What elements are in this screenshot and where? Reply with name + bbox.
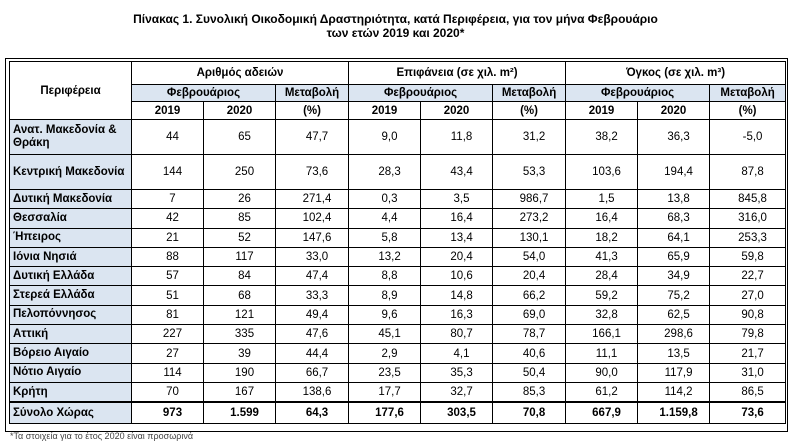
- value-cell: 80,7: [421, 325, 493, 344]
- change-unit-header: (%): [710, 102, 786, 120]
- value-cell: 250: [204, 155, 276, 190]
- change-unit-header: (%): [276, 102, 349, 120]
- year-header: 2020: [204, 102, 276, 120]
- value-cell: 32,7: [421, 382, 493, 402]
- value-cell: 7: [132, 190, 204, 209]
- region-name: Δυτική Μακεδονία: [10, 190, 132, 209]
- value-cell: 86,5: [710, 382, 786, 402]
- region-name: Στερεά Ελλάδα: [10, 286, 132, 305]
- region-name: Σύνολο Χώρας: [10, 402, 132, 424]
- value-cell: 47,4: [276, 267, 349, 286]
- value-cell: 102,4: [276, 209, 349, 228]
- value-cell: 73,6: [276, 155, 349, 190]
- value-cell: 59,2: [566, 286, 638, 305]
- value-cell: 28,3: [349, 155, 421, 190]
- value-cell: 114: [132, 363, 204, 382]
- region-name: Ανατ. Μακεδονία & Θράκη: [10, 120, 132, 155]
- year-header: 2020: [421, 102, 493, 120]
- total-row: [10, 402, 786, 424]
- change-header: Μεταβολή: [276, 85, 349, 102]
- year-header: 2019: [566, 102, 638, 120]
- value-cell: 64,1: [638, 228, 710, 247]
- value-cell: 45,1: [349, 325, 421, 344]
- region-name: Πελοπόννησος: [10, 305, 132, 324]
- region-name: Ήπειρος: [10, 228, 132, 247]
- table-row: [10, 209, 786, 228]
- value-cell: 54,0: [493, 247, 566, 266]
- value-cell: 298,6: [638, 325, 710, 344]
- value-cell: 23,5: [349, 363, 421, 382]
- table-row: [10, 247, 786, 266]
- table-row: [10, 325, 786, 344]
- value-cell: 70,8: [493, 402, 566, 424]
- value-cell: 75,2: [638, 286, 710, 305]
- title-line-1: Πίνακας 1. Συνολική Οικοδομική Δραστηριότητα, κατά Περιφέρεια, για τον μήνα Φεβρουάριο: [133, 12, 658, 26]
- value-cell: 70: [132, 382, 204, 402]
- value-cell: 85: [204, 209, 276, 228]
- value-cell: 271,4: [276, 190, 349, 209]
- table-row: [10, 344, 786, 363]
- value-cell: 121: [204, 305, 276, 324]
- value-cell: 20,4: [421, 247, 493, 266]
- change-header: Μεταβολή: [710, 85, 786, 102]
- value-cell: 9,0: [349, 120, 421, 155]
- value-cell: 81: [132, 305, 204, 324]
- change-header: Μεταβολή: [493, 85, 566, 102]
- value-cell: 13,5: [638, 344, 710, 363]
- value-cell: 33,0: [276, 247, 349, 266]
- year-header: 2019: [349, 102, 421, 120]
- value-cell: 47,7: [276, 120, 349, 155]
- value-cell: 31,0: [710, 363, 786, 382]
- value-cell: 4,1: [421, 344, 493, 363]
- value-cell: 32,8: [566, 305, 638, 324]
- value-cell: 144: [132, 155, 204, 190]
- value-cell: 50,4: [493, 363, 566, 382]
- value-cell: 87,8: [710, 155, 786, 190]
- table-row: [10, 155, 786, 190]
- value-cell: 78,7: [493, 325, 566, 344]
- value-cell: -5,0: [710, 120, 786, 155]
- value-cell: 273,2: [493, 209, 566, 228]
- value-cell: 20,4: [493, 267, 566, 286]
- value-cell: 43,4: [421, 155, 493, 190]
- table-row: [10, 228, 786, 247]
- value-cell: 88: [132, 247, 204, 266]
- value-cell: 59,8: [710, 247, 786, 266]
- value-cell: 21,7: [710, 344, 786, 363]
- region-name: Βόρειο Αιγαίο: [10, 344, 132, 363]
- value-cell: 79,8: [710, 325, 786, 344]
- value-cell: 39: [204, 344, 276, 363]
- table-row: [10, 267, 786, 286]
- region-header: Περιφέρεια: [10, 62, 132, 120]
- value-cell: 47,6: [276, 325, 349, 344]
- value-cell: 53,3: [493, 155, 566, 190]
- table-row: [10, 363, 786, 382]
- month-header: Φεβρουάριος: [132, 85, 276, 102]
- group-header-permits: Αριθμός αδειών: [132, 62, 349, 85]
- value-cell: 51: [132, 286, 204, 305]
- table-row: [10, 286, 786, 305]
- value-cell: 667,9: [566, 402, 638, 424]
- value-cell: 26: [204, 190, 276, 209]
- value-cell: 62,5: [638, 305, 710, 324]
- value-cell: 117,9: [638, 363, 710, 382]
- value-cell: 303,5: [421, 402, 493, 424]
- value-cell: 40,6: [493, 344, 566, 363]
- value-cell: 166,1: [566, 325, 638, 344]
- value-cell: 117: [204, 247, 276, 266]
- value-cell: 52: [204, 228, 276, 247]
- value-cell: 68,3: [638, 209, 710, 228]
- region-name: Κεντρική Μακεδονία: [10, 155, 132, 190]
- value-cell: 194,4: [638, 155, 710, 190]
- value-cell: 177,6: [349, 402, 421, 424]
- value-cell: 33,3: [276, 286, 349, 305]
- value-cell: 69,0: [493, 305, 566, 324]
- value-cell: 44,4: [276, 344, 349, 363]
- group-header-surface: Επιφάνεια (σε χιλ. m²): [349, 62, 566, 85]
- title-line-2: των ετών 2019 και 2020*: [326, 26, 465, 40]
- value-cell: 13,2: [349, 247, 421, 266]
- year-header: 2019: [132, 102, 204, 120]
- statistics-table: [9, 61, 786, 424]
- table-title: [0, 12, 791, 40]
- value-cell: 41,3: [566, 247, 638, 266]
- value-cell: 14,8: [421, 286, 493, 305]
- value-cell: 5,8: [349, 228, 421, 247]
- value-cell: 130,1: [493, 228, 566, 247]
- value-cell: 65: [204, 120, 276, 155]
- table-row: [10, 120, 786, 155]
- table-row: [10, 382, 786, 402]
- value-cell: 42: [132, 209, 204, 228]
- value-cell: 57: [132, 267, 204, 286]
- value-cell: 316,0: [710, 209, 786, 228]
- value-cell: 2,9: [349, 344, 421, 363]
- table-row: [10, 190, 786, 209]
- month-header: Φεβρουάριος: [566, 85, 710, 102]
- value-cell: 35,3: [421, 363, 493, 382]
- value-cell: 11,8: [421, 120, 493, 155]
- value-cell: 66,7: [276, 363, 349, 382]
- year-header: 2020: [638, 102, 710, 120]
- value-cell: 36,3: [638, 120, 710, 155]
- value-cell: 973: [132, 402, 204, 424]
- region-name: Νότιο Αιγαίο: [10, 363, 132, 382]
- value-cell: 138,6: [276, 382, 349, 402]
- change-unit-header: (%): [493, 102, 566, 120]
- footnote: *Τα στοιχεία για το έτος 2020 είναι προσωρινά: [10, 431, 194, 441]
- value-cell: 103,6: [566, 155, 638, 190]
- value-cell: 335: [204, 325, 276, 344]
- value-cell: 90,0: [566, 363, 638, 382]
- table-row: [10, 305, 786, 324]
- value-cell: 8,8: [349, 267, 421, 286]
- value-cell: 3,5: [421, 190, 493, 209]
- value-cell: 845,8: [710, 190, 786, 209]
- value-cell: 49,4: [276, 305, 349, 324]
- value-cell: 28,4: [566, 267, 638, 286]
- value-cell: 10,6: [421, 267, 493, 286]
- value-cell: 13,4: [421, 228, 493, 247]
- value-cell: 9,6: [349, 305, 421, 324]
- value-cell: 27,0: [710, 286, 786, 305]
- value-cell: 253,3: [710, 228, 786, 247]
- value-cell: 1.159,8: [638, 402, 710, 424]
- value-cell: 17,7: [349, 382, 421, 402]
- month-header: Φεβρουάριος: [349, 85, 493, 102]
- value-cell: 190: [204, 363, 276, 382]
- value-cell: 114,2: [638, 382, 710, 402]
- region-name: Θεσσαλία: [10, 209, 132, 228]
- value-cell: 22,7: [710, 267, 786, 286]
- value-cell: 27: [132, 344, 204, 363]
- value-cell: 85,3: [493, 382, 566, 402]
- value-cell: 21: [132, 228, 204, 247]
- value-cell: 227: [132, 325, 204, 344]
- value-cell: 66,2: [493, 286, 566, 305]
- region-name: Δυτική Ελλάδα: [10, 267, 132, 286]
- value-cell: 65,9: [638, 247, 710, 266]
- value-cell: 34,9: [638, 267, 710, 286]
- region-name: Ιόνια Νησιά: [10, 247, 132, 266]
- value-cell: 16,4: [421, 209, 493, 228]
- value-cell: 0,3: [349, 190, 421, 209]
- value-cell: 16,3: [421, 305, 493, 324]
- value-cell: 44: [132, 120, 204, 155]
- value-cell: 90,8: [710, 305, 786, 324]
- value-cell: 8,9: [349, 286, 421, 305]
- value-cell: 167: [204, 382, 276, 402]
- region-name: Κρήτη: [10, 382, 132, 402]
- value-cell: 13,8: [638, 190, 710, 209]
- value-cell: 84: [204, 267, 276, 286]
- value-cell: 73,6: [710, 402, 786, 424]
- value-cell: 11,1: [566, 344, 638, 363]
- value-cell: 68: [204, 286, 276, 305]
- value-cell: 64,3: [276, 402, 349, 424]
- value-cell: 1,5: [566, 190, 638, 209]
- value-cell: 1.599: [204, 402, 276, 424]
- group-header-volume: Όγκος (σε χιλ. m³): [566, 62, 786, 85]
- value-cell: 38,2: [566, 120, 638, 155]
- value-cell: 147,6: [276, 228, 349, 247]
- value-cell: 31,2: [493, 120, 566, 155]
- value-cell: 4,4: [349, 209, 421, 228]
- region-name: Αττική: [10, 325, 132, 344]
- value-cell: 61,2: [566, 382, 638, 402]
- value-cell: 986,7: [493, 190, 566, 209]
- value-cell: 18,2: [566, 228, 638, 247]
- value-cell: 16,4: [566, 209, 638, 228]
